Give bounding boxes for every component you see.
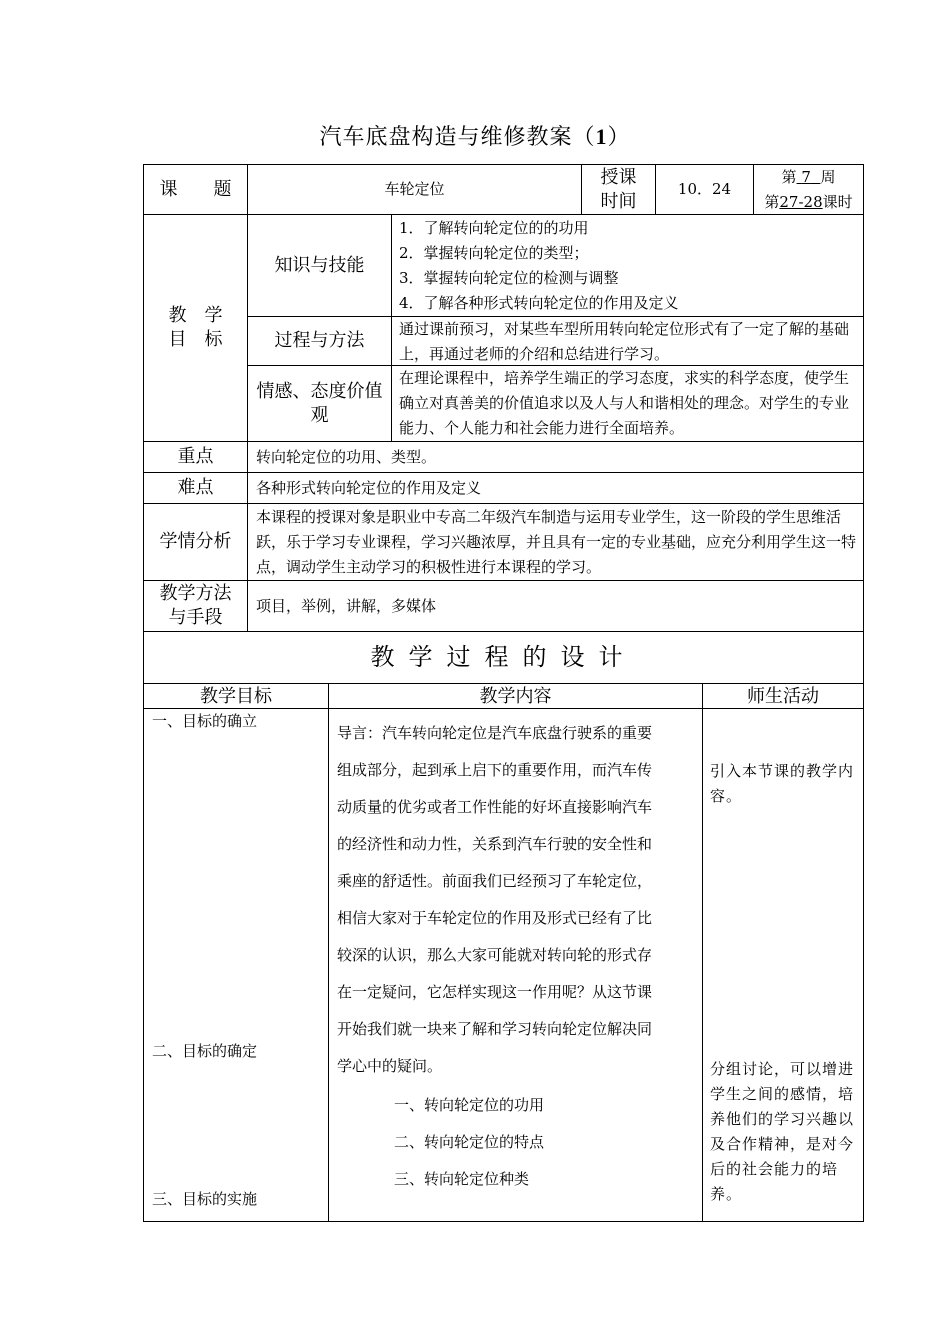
analysis-label: 学情分析 (159, 531, 232, 552)
analysis-row (143, 503, 864, 581)
difficulty-value: 各种形式转向轮定位的作用及定义 (256, 478, 482, 497)
column-headers (143, 683, 864, 709)
method-label: 教学方法 与手段 (159, 583, 232, 628)
week-period: 第 7 周 第27-28课时 (764, 168, 853, 211)
difficulty-label: 难点 (177, 477, 214, 498)
key-label: 重点 (177, 446, 214, 467)
time-label: 授课 时间 (600, 167, 637, 212)
date: 10．24 (677, 180, 732, 198)
key-value: 转向轮定位的功用、类型。 (256, 447, 437, 466)
content-sections (394, 1087, 694, 1198)
knowledge-list (399, 216, 859, 316)
key-row (143, 441, 864, 473)
process-text: 通过课前预习，对某些车型所用转向轮定位形式有了一定了解的基础上，再通过老师的介绍和总结进行学习。 (399, 320, 850, 363)
process-label: 过程与方法 (274, 330, 365, 351)
list-item: 2．掌握转向轮定位的类型； (399, 244, 589, 262)
topic-label: 课 题 (159, 178, 232, 200)
knowledge-label: 知识与技能 (274, 254, 365, 276)
content-intro: 导言：汽车转向轮定位是汽车底盘行驶系的重要 组成部分，起到承上启下的重要作用，而汽车传 动质量的优劣或者工作性能的好坏直接影响汽车 的经济性和动力性，关系到汽车行驶的安全性和 乘座的舒适性。前面我们已经预习了车轮定位， 相信大家对于车轮定位的作用及形式已经有了比 较深的认识，那么大家可能就对转向轮的形式存 在一定疑问，它怎样实现这一作用呢？从这节课 开始我们就一块来了解和学习转向轮定位解决同 学心中的疑问。 (337, 724, 653, 1075)
goal-2: 二、目标的确定 (152, 1042, 258, 1060)
emotion-text: 在理论课程中，培养学生端正的学习态度，求实的科学态度，使学生确立对真善美的价值追求以及人与人和谐相处的理念。对学生的专业能力、个人能力和社会能力进行全面培养。 (399, 369, 850, 437)
difficulty-row (143, 472, 864, 504)
info-row (143, 164, 864, 215)
col-goal: 教学目标 (200, 685, 272, 707)
objectives-block (143, 214, 864, 442)
objectives-label: 教 学 目 标 (168, 305, 223, 350)
goal-1: 一、目标的确立 (152, 712, 258, 730)
process-heading: 教学过程的设计 (370, 643, 637, 671)
analysis-value: 本课程的授课对象是职业中专高二年级汽车制造与运用专业学生，这一阶段的学生思维活跃，乐于学习专业课程，学习兴趣浓厚，并且具有一定的专业基础，应充分利用学生这一特点，调动学生主动学习的积极性进行本课程的学习。 (256, 508, 857, 576)
topic-value: 车轮定位 (384, 180, 445, 198)
process-body (143, 708, 864, 1222)
list-item: 三、转向轮定位种类 (394, 1170, 530, 1188)
list-item: 3．掌握转向轮定位的检测与调整 (399, 269, 619, 287)
activity-1: 引入本节课的教学内容。 (710, 762, 855, 805)
col-activity: 师生活动 (747, 685, 819, 707)
method-value: 项目，举例，讲解，多媒体 (256, 596, 437, 615)
col-content: 教学内容 (479, 685, 552, 707)
emotion-label: 情感、态度价值观 (256, 380, 383, 426)
list-item: 二、转向轮定位的特点 (394, 1133, 545, 1151)
list-item: 一、转向轮定位的功用 (394, 1096, 545, 1114)
goal-3: 三、目标的实施 (152, 1190, 258, 1208)
method-row (143, 580, 864, 632)
list-item: 1．了解转向轮定位的的功用 (399, 219, 589, 237)
list-item: 4．了解各种形式转向轮定位的作用及定义 (399, 294, 679, 312)
process-heading-row (143, 631, 864, 684)
page-title: 汽车底盘构造与维修教案（1） (319, 124, 631, 150)
activity-2: 分组讨论，可以增进学生之间的感情，培养他们的学习兴趣以及合作精神，是对今后的社会能力的培养。 (710, 1060, 855, 1203)
